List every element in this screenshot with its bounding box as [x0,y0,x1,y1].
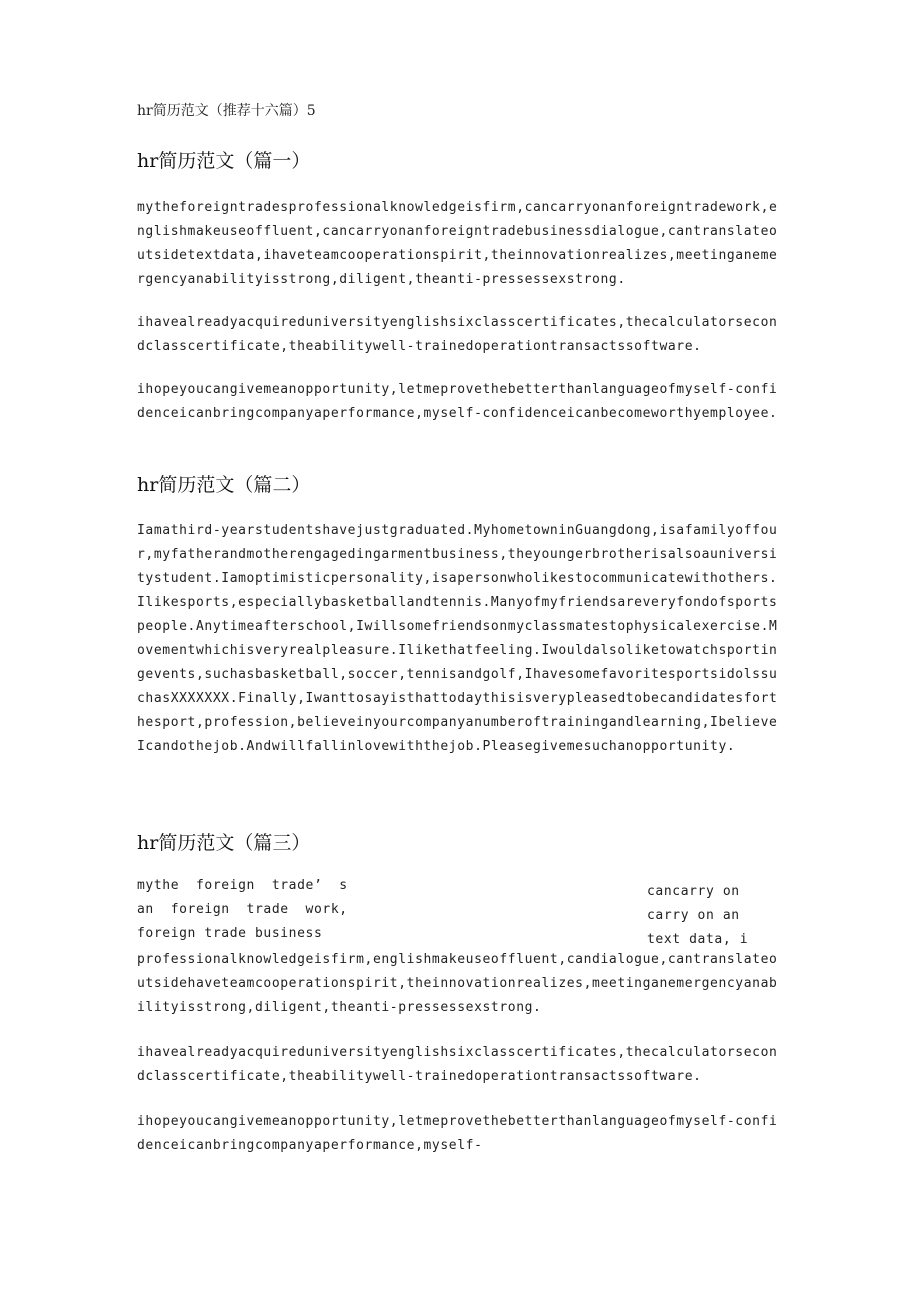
text-fragment-left-1: mythe foreign trade’ s [137,878,348,893]
section-heading-1: hr简历范文（篇一） [137,150,311,172]
text-fragment-left-3: foreign trade business [137,926,323,941]
document-title: hr简历范文（推荐十六篇）5 [137,103,316,119]
text-fragment-left-2: an foreign trade work, [137,902,348,917]
section-3-paragraph-3: ihopeyoucangivemeanopportunity,letmeprovethebetterthanlanguageofmyself-confidenceicanbringcompanyaperformance,myself- [137,1114,778,1153]
section-3-paragraph-1: professionalknowledgeisfirm,englishmakeuseoffluent,candialogue,cantranslateoutsidehaveteamcooperationspirit,theinnovationrealizes,meetinganemergencyanabilityisstrong,diligent,theanti-pressessexstrong. [137,952,778,1015]
section-heading-3: hr简历范文（篇三） [137,832,311,854]
section-3-paragraph-2: ihavealreadyacquireduniversityenglishsixclasscertificates,thecalculatorsecondclasscertificate,theabilitywell-trainedoperationtransactssoftware. [137,1045,778,1084]
text-fragment-right-3: text data, i [647,932,749,947]
section-1-paragraph-2: ihavealreadyacquireduniversityenglishsixclasscertificates,thecalculatorsecondclasscertificate,theabilitywell-trainedoperationtransactssoftware. [137,315,778,354]
text-fragment-right-2: carry on an [647,908,740,923]
section-1-paragraph-1: mytheforeigntradesprofessionalknowledgeisfirm,cancarryonanforeigntradework,englishmakeuseoffluent,cancarryonanforeigntradebusinessdialogue,cantranslateoutsidetextdata,ihaveteamcooperationspirit,theinnovationrealizes,meetinganemergencyanabilityisstrong,diligent,theanti-pressessexstrong. [137,200,778,287]
section-heading-2: hr简历范文（篇二） [137,474,311,496]
section-2-paragraph-1: Iamathird-yearstudentshavejustgraduated.MyhometowninGuangdong,isafamilyoffour,myfatherandmotherengagedingarmentbusiness,theyoungerbrotherisalsoauniversitystudent.Iamoptimisticpersonality,isapersonwholikestocommunicatewithothers.Ilikesports,especiallybasketballandtennis.Manyofmyfriendsareveryfondofsportspeople.Anytimeafterschool,Iwillsomefriendsonmyclassmatestophysicalexercise.Movementwhichisveryrealpleasure.Ilikethatfeeling.Iwouldalsoliketowatchsportingevents,suchasbasketball,soccer,tennisandgolf,IhavesomefavoritesportsidolssuchasXXXXXXX.Finally,Iwanttosayisthattodaythisisverypleasedtobecandidatesforthesport,profession,believeinyourcompanyanumberoftrainingandlearning,IbelieveIcandothejob.Andwillfallinlovewiththejob.Pleasegivemesuchanopportunity. [137,523,778,754]
section-1-paragraph-3: ihopeyoucangivemeanopportunity,letmeprovethebetterthanlanguageofmyself-confidenceicanbringcompanyaperformance,myself-confidenceicanbecomeworthyemployee. [137,382,778,421]
text-fragment-right-1: cancarry on [647,884,740,899]
